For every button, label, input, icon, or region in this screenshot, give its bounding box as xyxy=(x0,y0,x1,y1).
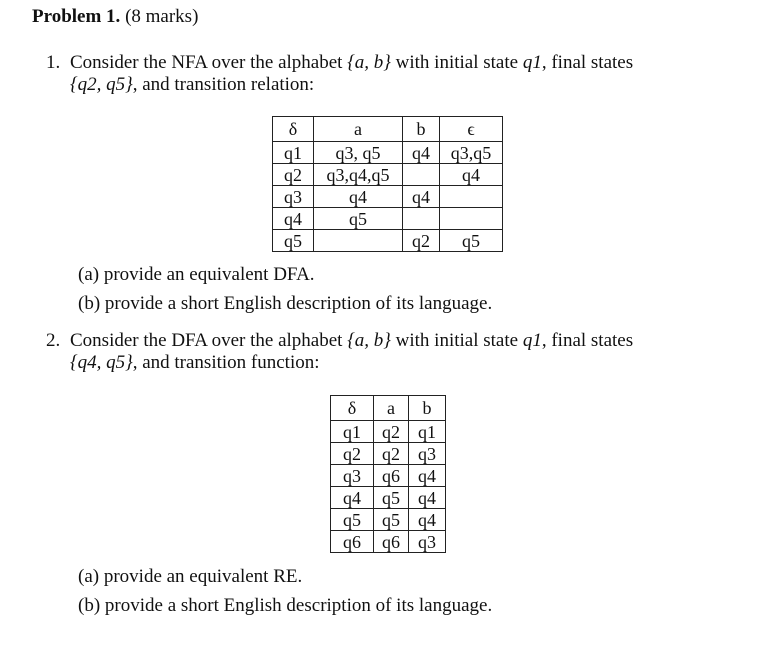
table-row xyxy=(273,164,503,186)
table-header: δ xyxy=(273,117,314,142)
table-row xyxy=(273,186,503,208)
q1-alphabet: {a, b} xyxy=(347,52,391,73)
table-cell: q3 xyxy=(273,186,314,208)
q2-final-states: {q4, q5} xyxy=(70,352,133,373)
table-cell: q2 xyxy=(403,230,440,252)
table-header: a xyxy=(374,396,409,421)
table-cell: q3 xyxy=(409,443,446,465)
q2-alphabet: {a, b} xyxy=(347,330,391,351)
table-cell: q4 xyxy=(440,164,503,186)
table-cell xyxy=(440,186,503,208)
q2-text: Consider the DFA over the alphabet xyxy=(70,330,348,351)
table-cell: q3, q5 xyxy=(314,142,403,164)
q1-initial-state: q1 xyxy=(522,52,542,73)
table-cell xyxy=(403,164,440,186)
table-cell: q4 xyxy=(409,465,446,487)
table-cell: q1 xyxy=(409,421,446,443)
problem-heading xyxy=(32,6,198,28)
q1-text: , and transition relation: xyxy=(132,74,315,95)
table-cell: q3 xyxy=(331,465,374,487)
q2-line2 xyxy=(70,352,320,374)
q1-number: 1. xyxy=(46,52,61,73)
table-cell: q2 xyxy=(331,443,374,465)
table-cell: q2 xyxy=(273,164,314,186)
table-cell: q5 xyxy=(374,509,409,531)
table-cell: q1 xyxy=(331,421,374,443)
table-header: b xyxy=(409,396,446,421)
table-cell: q4 xyxy=(403,186,440,208)
table-cell: q6 xyxy=(374,465,409,487)
table-cell: q6 xyxy=(374,531,409,553)
table-header: b xyxy=(403,117,440,142)
table-row xyxy=(331,531,446,553)
table-row xyxy=(331,487,446,509)
table-cell: q5 xyxy=(273,230,314,252)
table-cell: q4 xyxy=(331,487,374,509)
table-row xyxy=(331,421,446,443)
dfa-transition-table xyxy=(330,395,446,553)
table-cell: q1 xyxy=(273,142,314,164)
table-row xyxy=(331,509,446,531)
q2-line1 xyxy=(70,330,633,352)
q1-part-b: (b) provide a short English description of its language. xyxy=(78,293,493,314)
q1-text: Consider the NFA over the alphabet xyxy=(70,52,348,73)
table-cell: q3 xyxy=(409,531,446,553)
nfa-transition-table xyxy=(272,116,503,252)
table-cell: q6 xyxy=(331,531,374,553)
q1-line1 xyxy=(70,52,633,74)
table-cell: q4 xyxy=(403,142,440,164)
problem-marks: (8 marks) xyxy=(125,6,199,27)
table-cell xyxy=(314,230,403,252)
table-cell: q3,q5 xyxy=(440,142,503,164)
q1-line2 xyxy=(70,74,314,96)
q2-text: , final states xyxy=(541,330,634,351)
q2-part-a: (a) provide an equivalent RE. xyxy=(78,566,303,587)
table-header: ϵ xyxy=(440,117,503,142)
q2-number: 2. xyxy=(46,330,61,351)
table-cell: q5 xyxy=(331,509,374,531)
q1-text: , final states xyxy=(541,52,634,73)
table-cell: q5 xyxy=(314,208,403,230)
table-cell: q2 xyxy=(374,421,409,443)
q2-text: , and transition function: xyxy=(132,352,320,373)
table-header: δ xyxy=(331,396,374,421)
table-cell: q4 xyxy=(273,208,314,230)
table-cell xyxy=(403,208,440,230)
q1-final-states: {q2, q5} xyxy=(70,74,133,95)
table-row xyxy=(331,443,446,465)
table-cell: q3,q4,q5 xyxy=(314,164,403,186)
table-header: a xyxy=(314,117,403,142)
table-cell: q5 xyxy=(374,487,409,509)
table-cell: q4 xyxy=(314,186,403,208)
problem-title: Problem 1. xyxy=(32,6,121,27)
q1-part-a: (a) provide an equivalent DFA. xyxy=(78,264,315,285)
table-cell: q2 xyxy=(374,443,409,465)
table-cell: q4 xyxy=(409,487,446,509)
q2-part-b: (b) provide a short English description of its language. xyxy=(78,595,493,616)
q1-text: with initial state xyxy=(390,52,523,73)
table-cell: q5 xyxy=(440,230,503,252)
table-row xyxy=(273,142,503,164)
table-row xyxy=(273,208,503,230)
q2-initial-state: q1 xyxy=(522,330,542,351)
table-cell xyxy=(440,208,503,230)
q2-text: with initial state xyxy=(390,330,523,351)
table-row xyxy=(273,230,503,252)
table-cell: q4 xyxy=(409,509,446,531)
table-row xyxy=(331,465,446,487)
